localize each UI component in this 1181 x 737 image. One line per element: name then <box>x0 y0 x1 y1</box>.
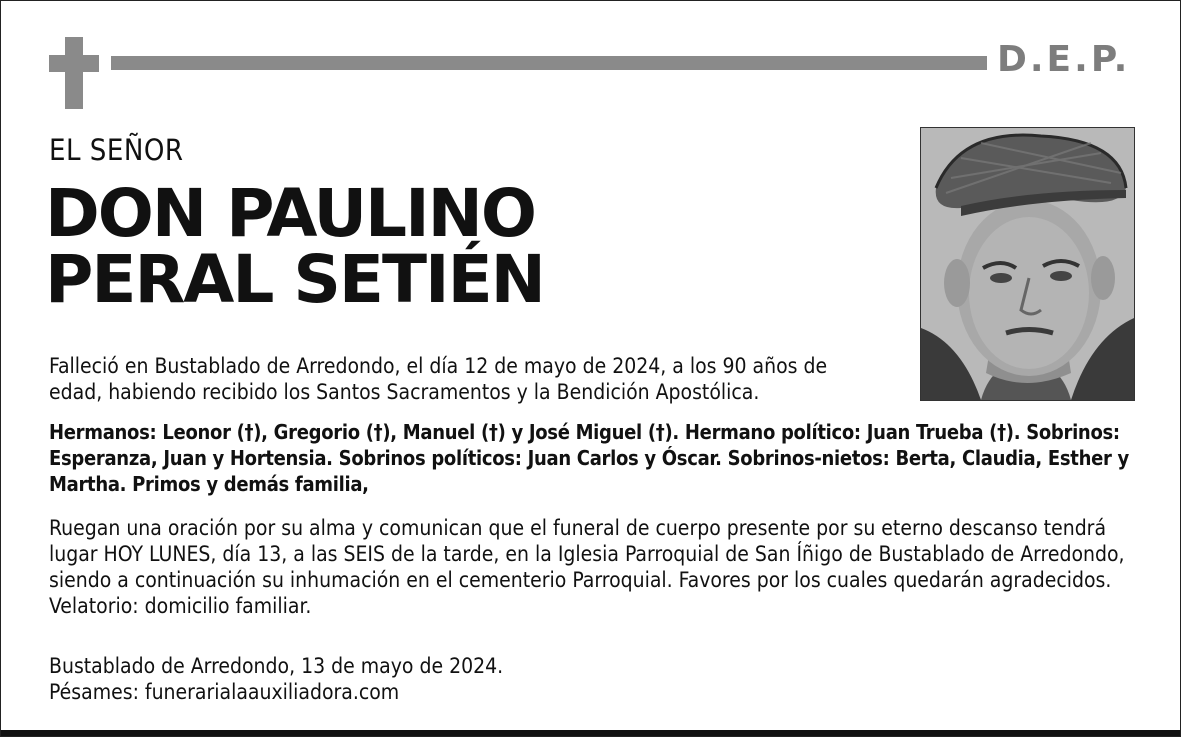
place-date: Bustablado de Arredondo, 13 de mayo de 2024. <box>49 654 504 678</box>
condolences: Pésames: funerarialaauxiliadora.com <box>49 680 400 704</box>
funeral-details: Ruegan una oración por su alma y comunican que el funeral de cuerpo presente por su eterno descanso tendrá lugar HOY LUNES, día 13, a las SEIS de la tarde, en la Iglesia Parroquial de San Íñigo de Bustablado de Arredondo, siendo a continuación su inhumación en el cementerio Parroquial. Favores por los cuales quedarán agradecidos. Velatorio: domicilio familiar. <box>49 516 1125 618</box>
name-line-2: PERAL SETIÉN <box>45 241 544 318</box>
deceased-name <box>45 175 544 318</box>
cross-icon <box>49 37 99 109</box>
title-prefix: EL SEÑOR <box>49 133 184 167</box>
death-notice: Falleció en Bustablado de Arredondo, el día 12 de mayo de 2024, a los 90 años de edad, habiendo recibido los Santos Sacramentos y la Bendición Apostólica. <box>49 354 828 404</box>
name-line-1: DON PAULINO <box>45 175 536 252</box>
dep-badge: D.E.P. <box>997 39 1131 80</box>
family-members: Hermanos: Leonor (†), Gregorio (†), Manuel (†) y José Miguel (†). Hermano político: Juan Trueba (†). Sobrinos: Esperanza, Juan y Hortensia. Sobrinos políticos: Juan Carlos y Óscar. Sobrinos-nietos: Berta, Claudia, Esther y Martha. Primos y demás familia, <box>49 420 1129 496</box>
portrait-photo <box>920 127 1135 401</box>
header-divider <box>111 56 987 70</box>
bottom-border <box>1 730 1180 736</box>
